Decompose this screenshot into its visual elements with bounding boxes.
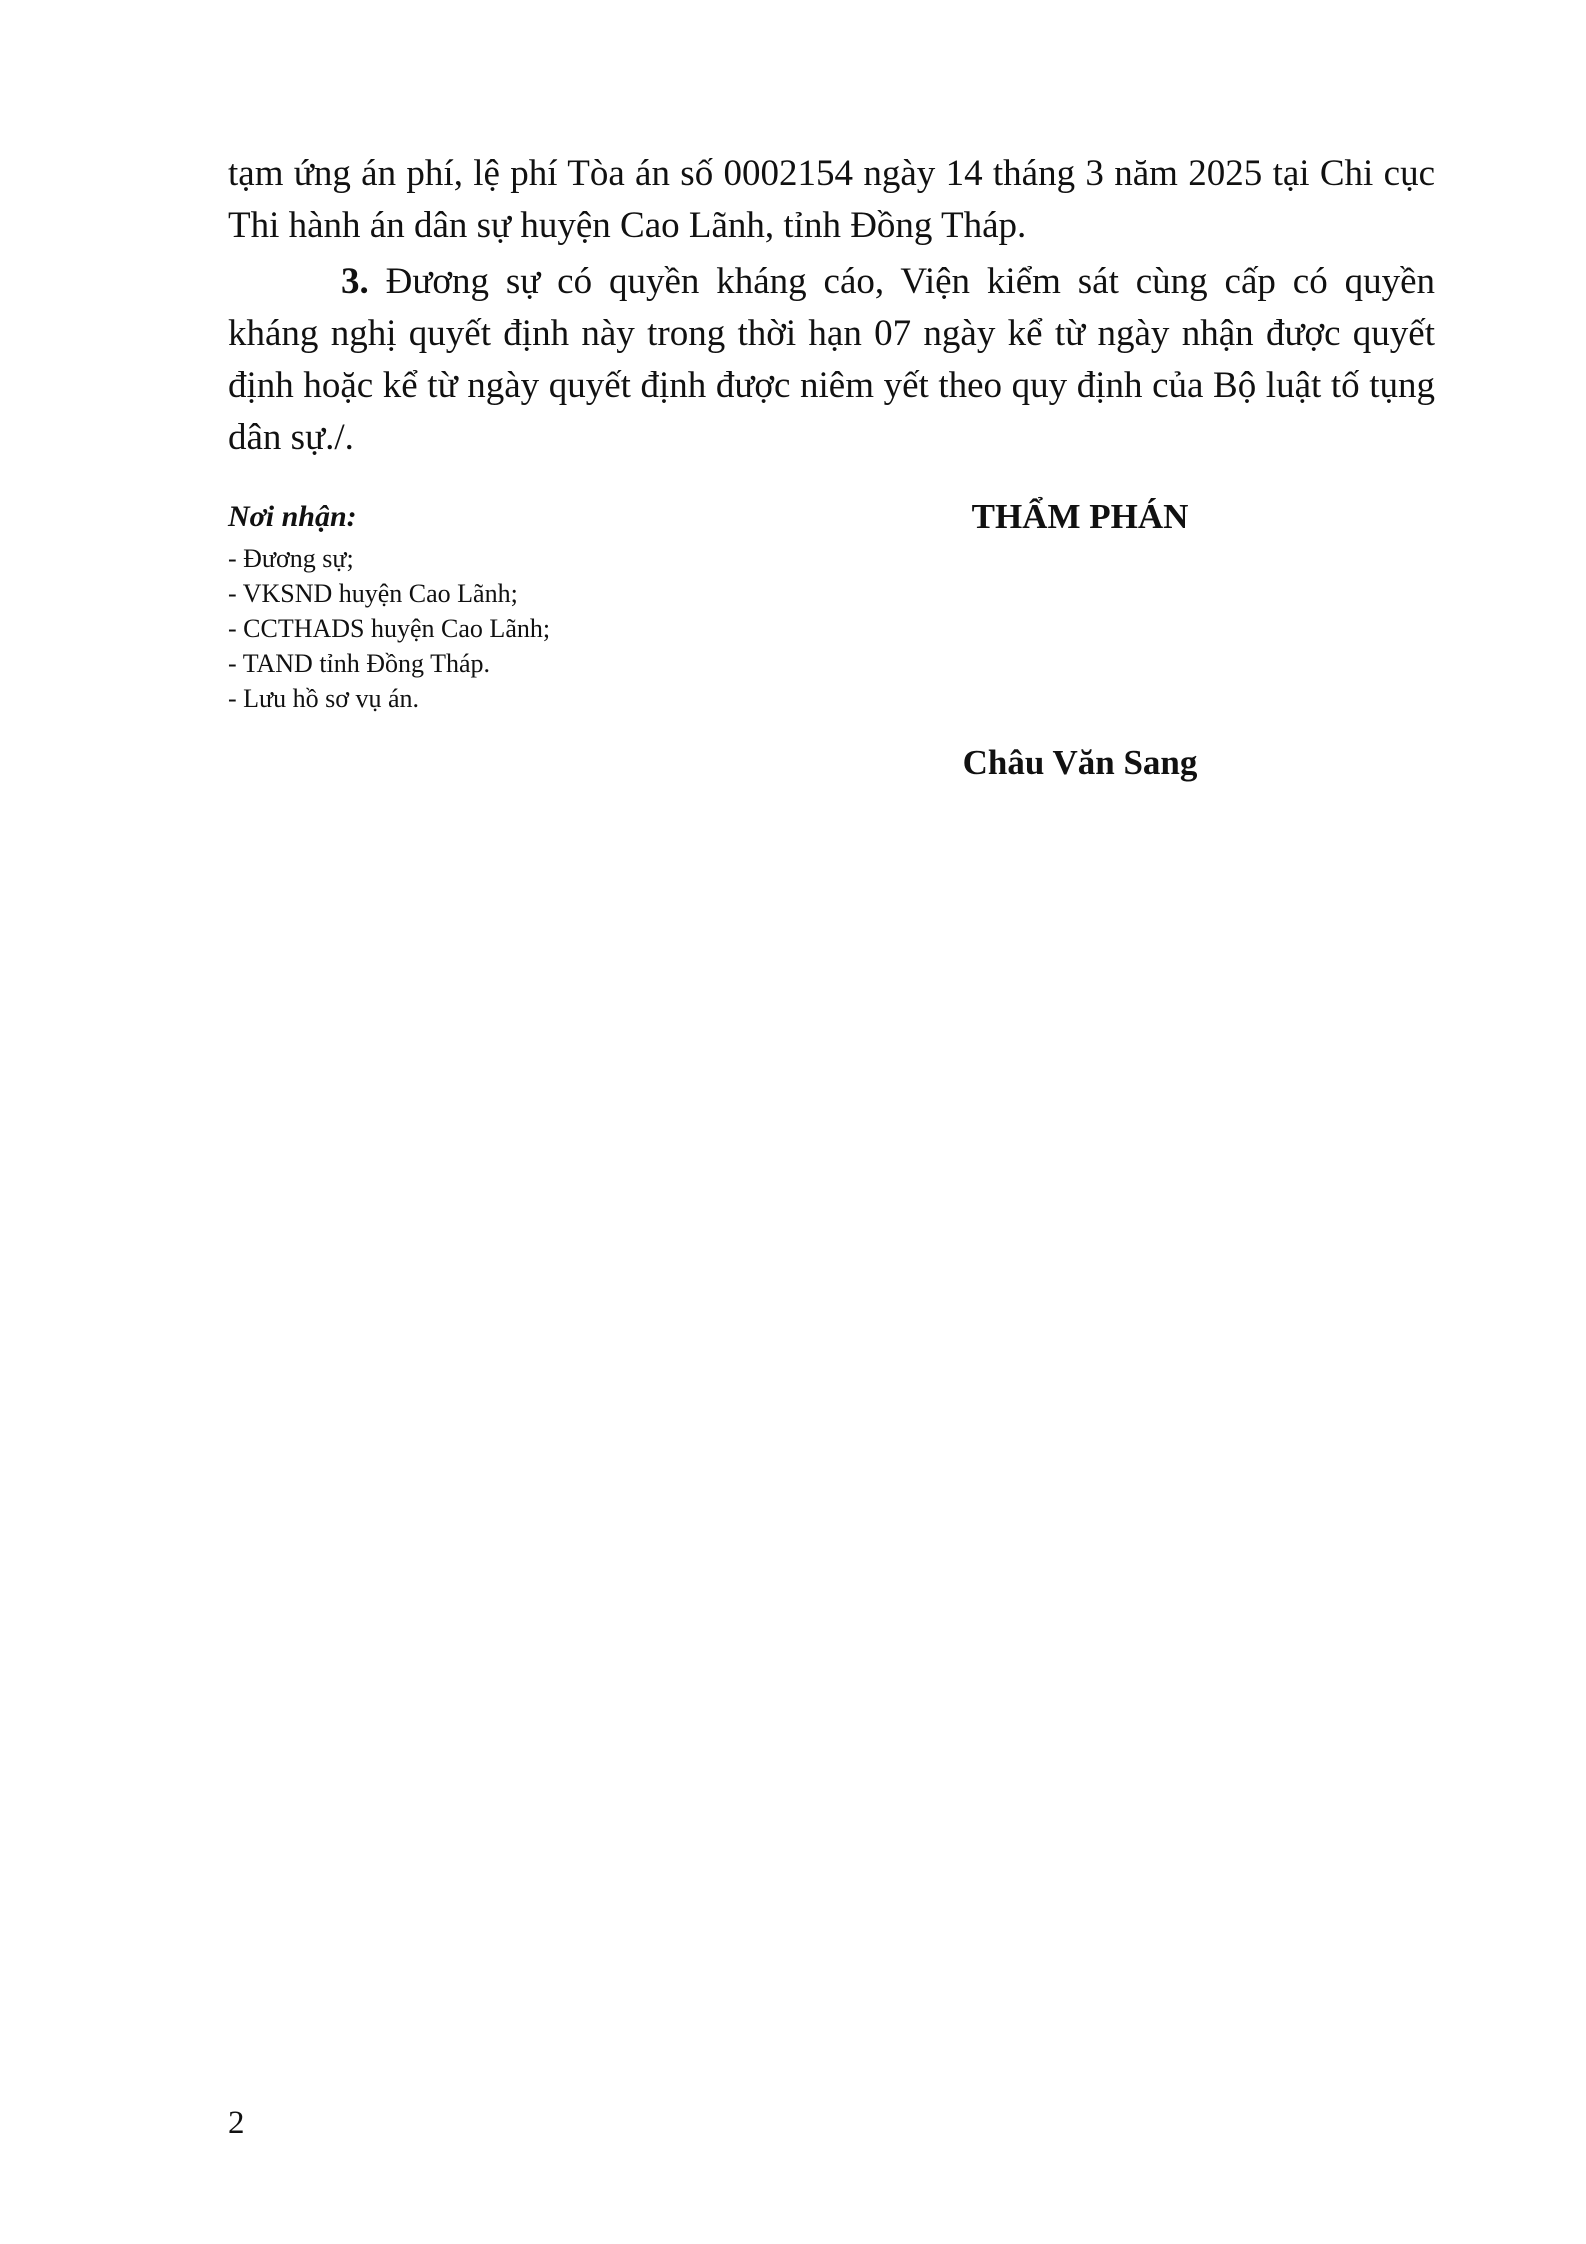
paragraph-text: tạm ứng án phí, lệ phí Tòa án số 0002154 ngày 14 tháng 3 năm 2025 tại Chi cục Thi hành án dân sự huyện Cao Lãnh, tỉnh Đồng Tháp.: [228, 153, 1435, 246]
recipient-item: - Lưu hồ sơ vụ án.: [228, 684, 420, 713]
recipients-list: [228, 541, 788, 716]
recipient-item: - VKSND huyện Cao Lãnh;: [228, 579, 518, 608]
recipient-item: - CCTHADS huyện Cao Lãnh;: [228, 614, 551, 643]
recipients-title: Nơi nhận:: [228, 500, 357, 533]
body-paragraph-continuation: [228, 148, 1435, 252]
signer-title: THẨM PHÁN: [971, 497, 1189, 536]
recipients-block: [228, 497, 788, 716]
paragraph-number: 3.: [341, 261, 369, 302]
paragraph-text: Đương sự có quyền kháng cáo, Viện kiểm sát cùng cấp có quyền kháng nghị quyết định này trong thời hạn 07 ngày kể từ ngày nhận được quyết định hoặc kể từ ngày quyết định được niêm yết theo quy định của Bộ luật tố tụng dân sự./.: [228, 261, 1435, 458]
page-number: 2: [228, 2105, 245, 2141]
body-paragraph-3: [228, 256, 1435, 464]
recipient-item: - TAND tỉnh Đồng Tháp.: [228, 649, 490, 678]
signer-name: Châu Văn Sang: [962, 743, 1198, 782]
recipient-item: - Đương sự;: [228, 544, 354, 573]
